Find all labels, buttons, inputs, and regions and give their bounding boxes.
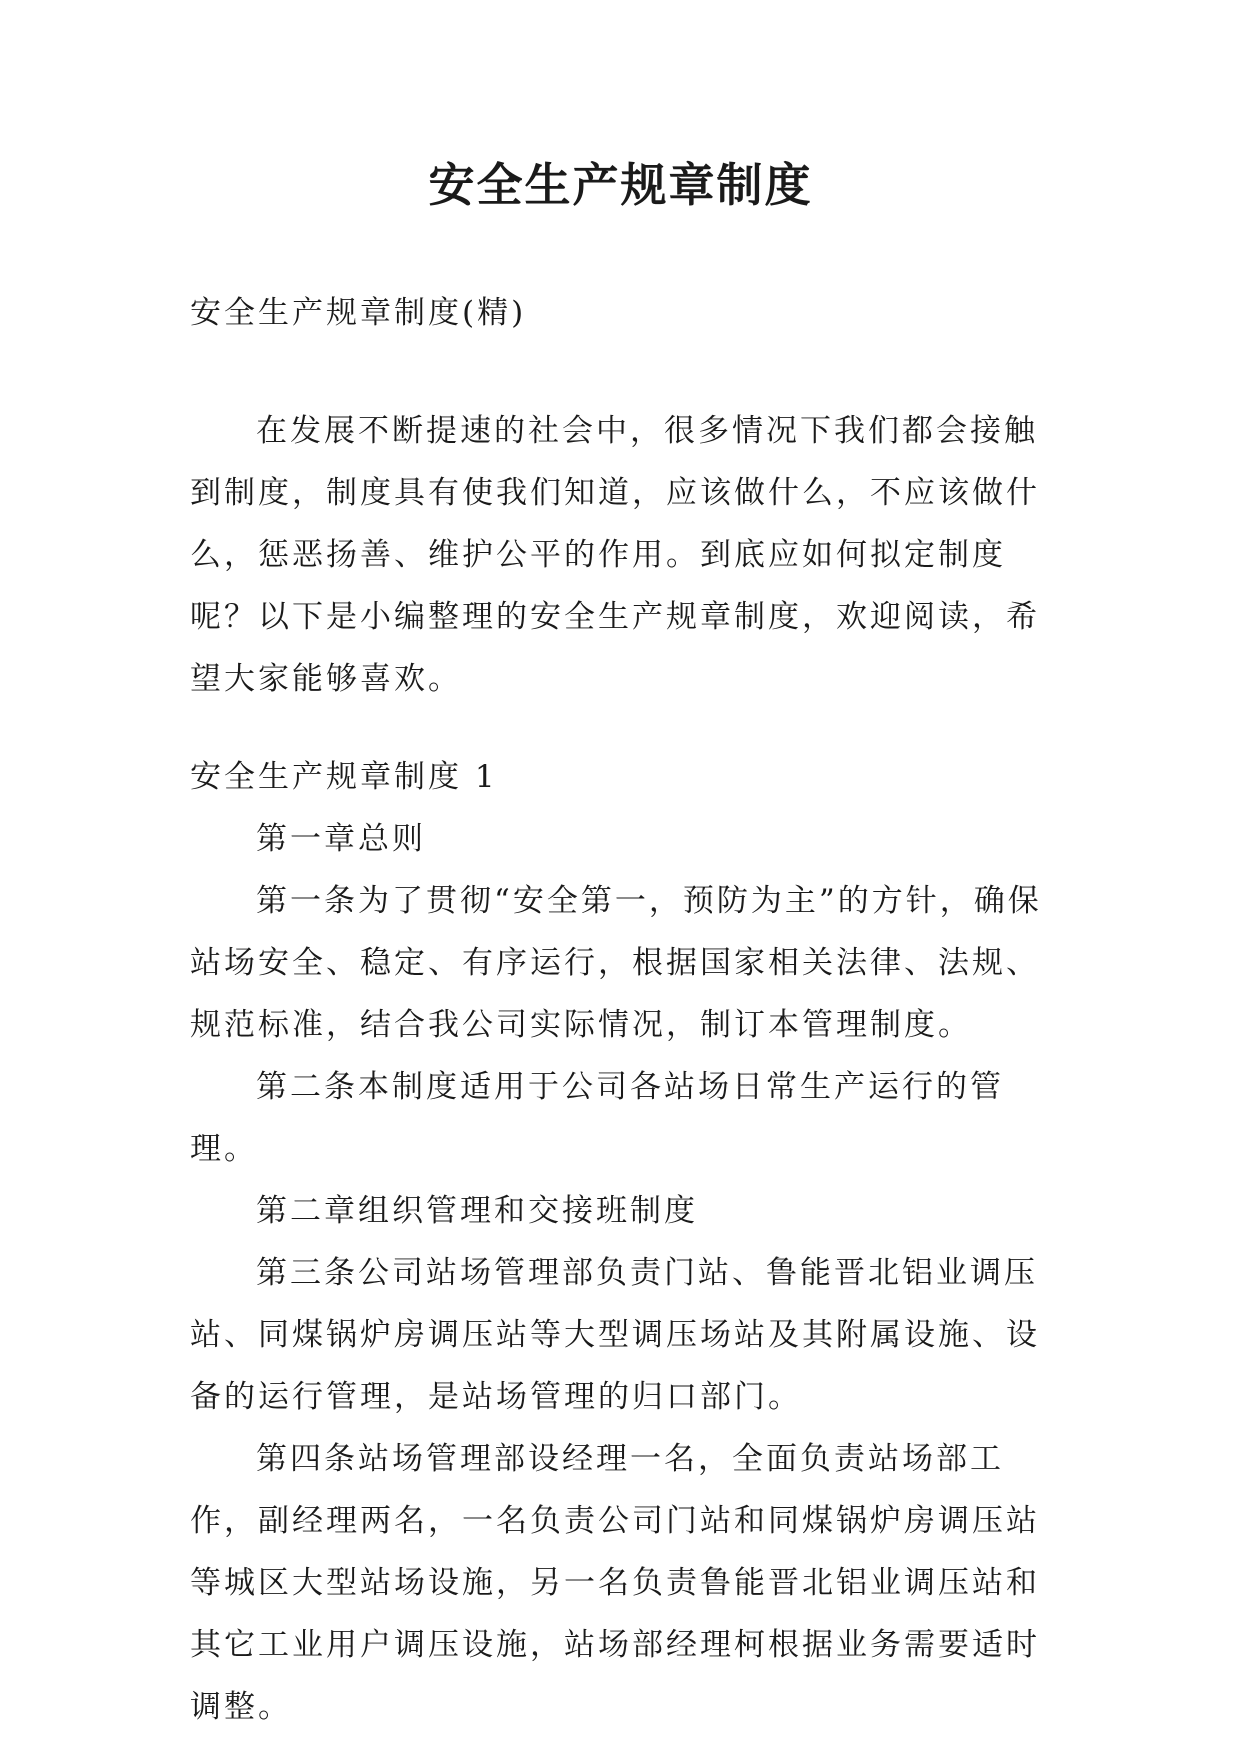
article-2: 第二条本制度适用于公司各站场日常生产运行的管理。 (190, 1069, 1004, 1167)
document-subtitle (190, 282, 1060, 344)
section-1 (190, 746, 1060, 1738)
article-4: 第四条站场管理部设经理一名，全面负责站场部工作，副经理两名，一名负责公司门站和同煤锅炉房调压站等城区大型站场设施，另一名负责鲁能晋北铝业调压站和其它工业用户调压设施，站场部经理柯根据业务需要适时调整。 (190, 1441, 1040, 1725)
section-heading: 安全生产规章制度 1 (190, 759, 498, 795)
chapter-1-heading: 第一章总则 (256, 821, 426, 857)
article-3: 第三条公司站场管理部负责门站、鲁能晋北铝业调压站、同煤锅炉房调压站等大型调压场站及其附属设施、设备的运行管理，是站场管理的归口部门。 (190, 1255, 1040, 1415)
chapter-2-heading: 第二章组织管理和交接班制度 (256, 1193, 698, 1229)
subtitle-text: 安全生产规章制度(精) (190, 295, 527, 331)
intro-paragraph: 在发展不断提速的社会中，很多情况下我们都会接触到制度，制度具有使我们知道，应该做什么，不应该做什么，惩恶扬善、维护公平的作用。到底应如何拟定制度呢？以下是小编整理的安全生产规章制度，欢迎阅读，希望大家能够喜欢。 (190, 413, 1040, 697)
intro-block (190, 400, 1060, 710)
article-1: 第一条为了贯彻“安全第一，预防为主”的方针，确保站场安全、稳定、有序运行，根据国家相关法律、法规、规范标准，结合我公司实际情况，制订本管理制度。 (190, 883, 1042, 1043)
document-title: 安全生产规章制度 (428, 158, 813, 212)
